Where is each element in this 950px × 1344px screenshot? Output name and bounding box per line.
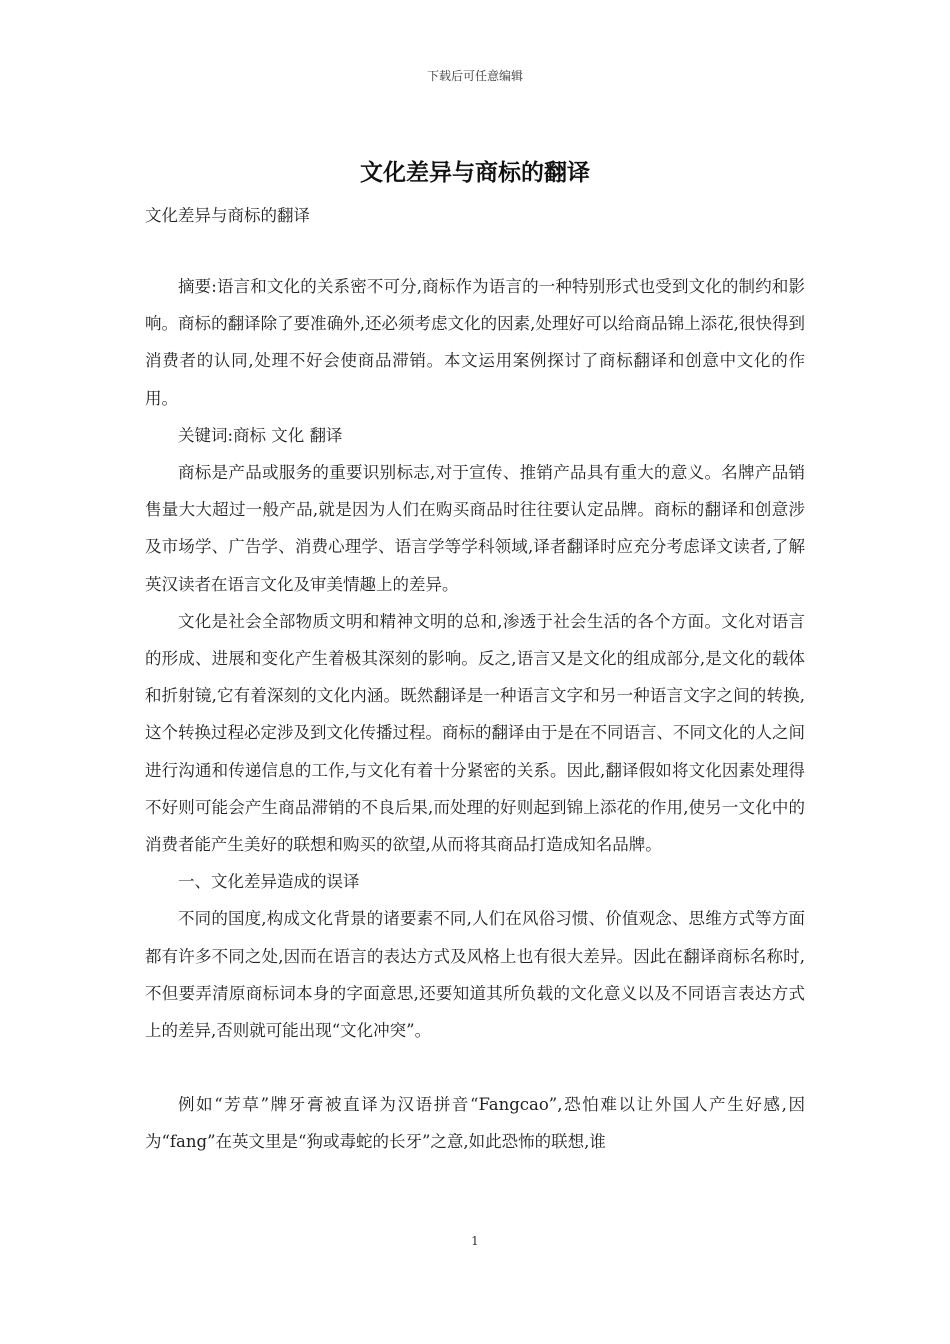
body-paragraph: 例如“芳草”牌牙膏被直译为汉语拼音“Fangcao”,恐怕难以让外国人产生好感,因为“fang”在英文里是“狗或毒蛇的长牙”之意,如此恐怖的联想,谁 [145,1095,805,1152]
body-paragraph: 商标是产品或服务的重要识别标志,对于宣传、推销产品具有重大的意义。名牌产品销售量大大超过一般产品,就是因为人们在购买商品时往往要认定品牌。商标的翻译和创意涉及市场学、广告学、消费心理学、语言学等学科领域,译者翻译时应充分考虑译文读者,了解英汉读者在语言文化及审美情趣上的差异。 [145,463,805,594]
abstract-paragraph: 摘要:语言和文化的关系密不可分,商标作为语言的一种特别形式也受到文化的制约和影响。商标的翻译除了要准确外,还必须考虑文化的因素,处理好可以给商品锦上添花,很快得到消费者的认同,处理不好会使商品滞销。本文运用案例探讨了商标翻译和创意中文化的作用。 [145,277,805,408]
document-subtitle: 文化差异与商标的翻译 [145,206,310,225]
section-heading: 一、文化差异造成的误译 [178,872,360,892]
document-title: 文化差异与商标的翻译 [360,160,590,186]
body-paragraph: 不同的国度,构成文化背景的诸要素不同,人们在风俗习惯、价值观念、思维方式等方面都有许多不同之处,因而在语言的表达方式及风格上也有很大差异。因此在翻译商标名称时,不但要弄清原商标词本身的字面意思,还要知道其所负载的文化意义以及不同语言表达方式上的差异,否则就可能出现“文化冲突”。 [145,909,805,1041]
body-text [145,268,805,1161]
keywords-paragraph: 关键词:商标 文化 翻译 [178,425,343,445]
body-paragraph: 文化是社会全部物质文明和精神文明的总和,渗透于社会生活的各个方面。文化对语言的形成、进展和变化产生着极其深刻的影响。反之,语言又是文化的组成部分,是文化的载体和折射镜,它有着深刻的文化内涵。既然翻译是一种语言文字和另一种语言文字之间的转换,这个转换过程必定涉及到文化传播过程。商标的翻译由于是在不同语言、不同文化的人之间进行沟通和传递信息的工作,与文化有着十分紧密的关系。因此,翻译假如将文化因素处理得不好则可能会产生商品滞销的不良后果,而处理的好则起到锦上添花的作用,使另一文化中的消费者能产生美好的联想和购买的欲望,从而将其商品打造成知名品牌。 [145,611,805,855]
page-number: 1 [471,1234,479,1248]
header-note: 下载后可任意编辑 [426,69,523,83]
